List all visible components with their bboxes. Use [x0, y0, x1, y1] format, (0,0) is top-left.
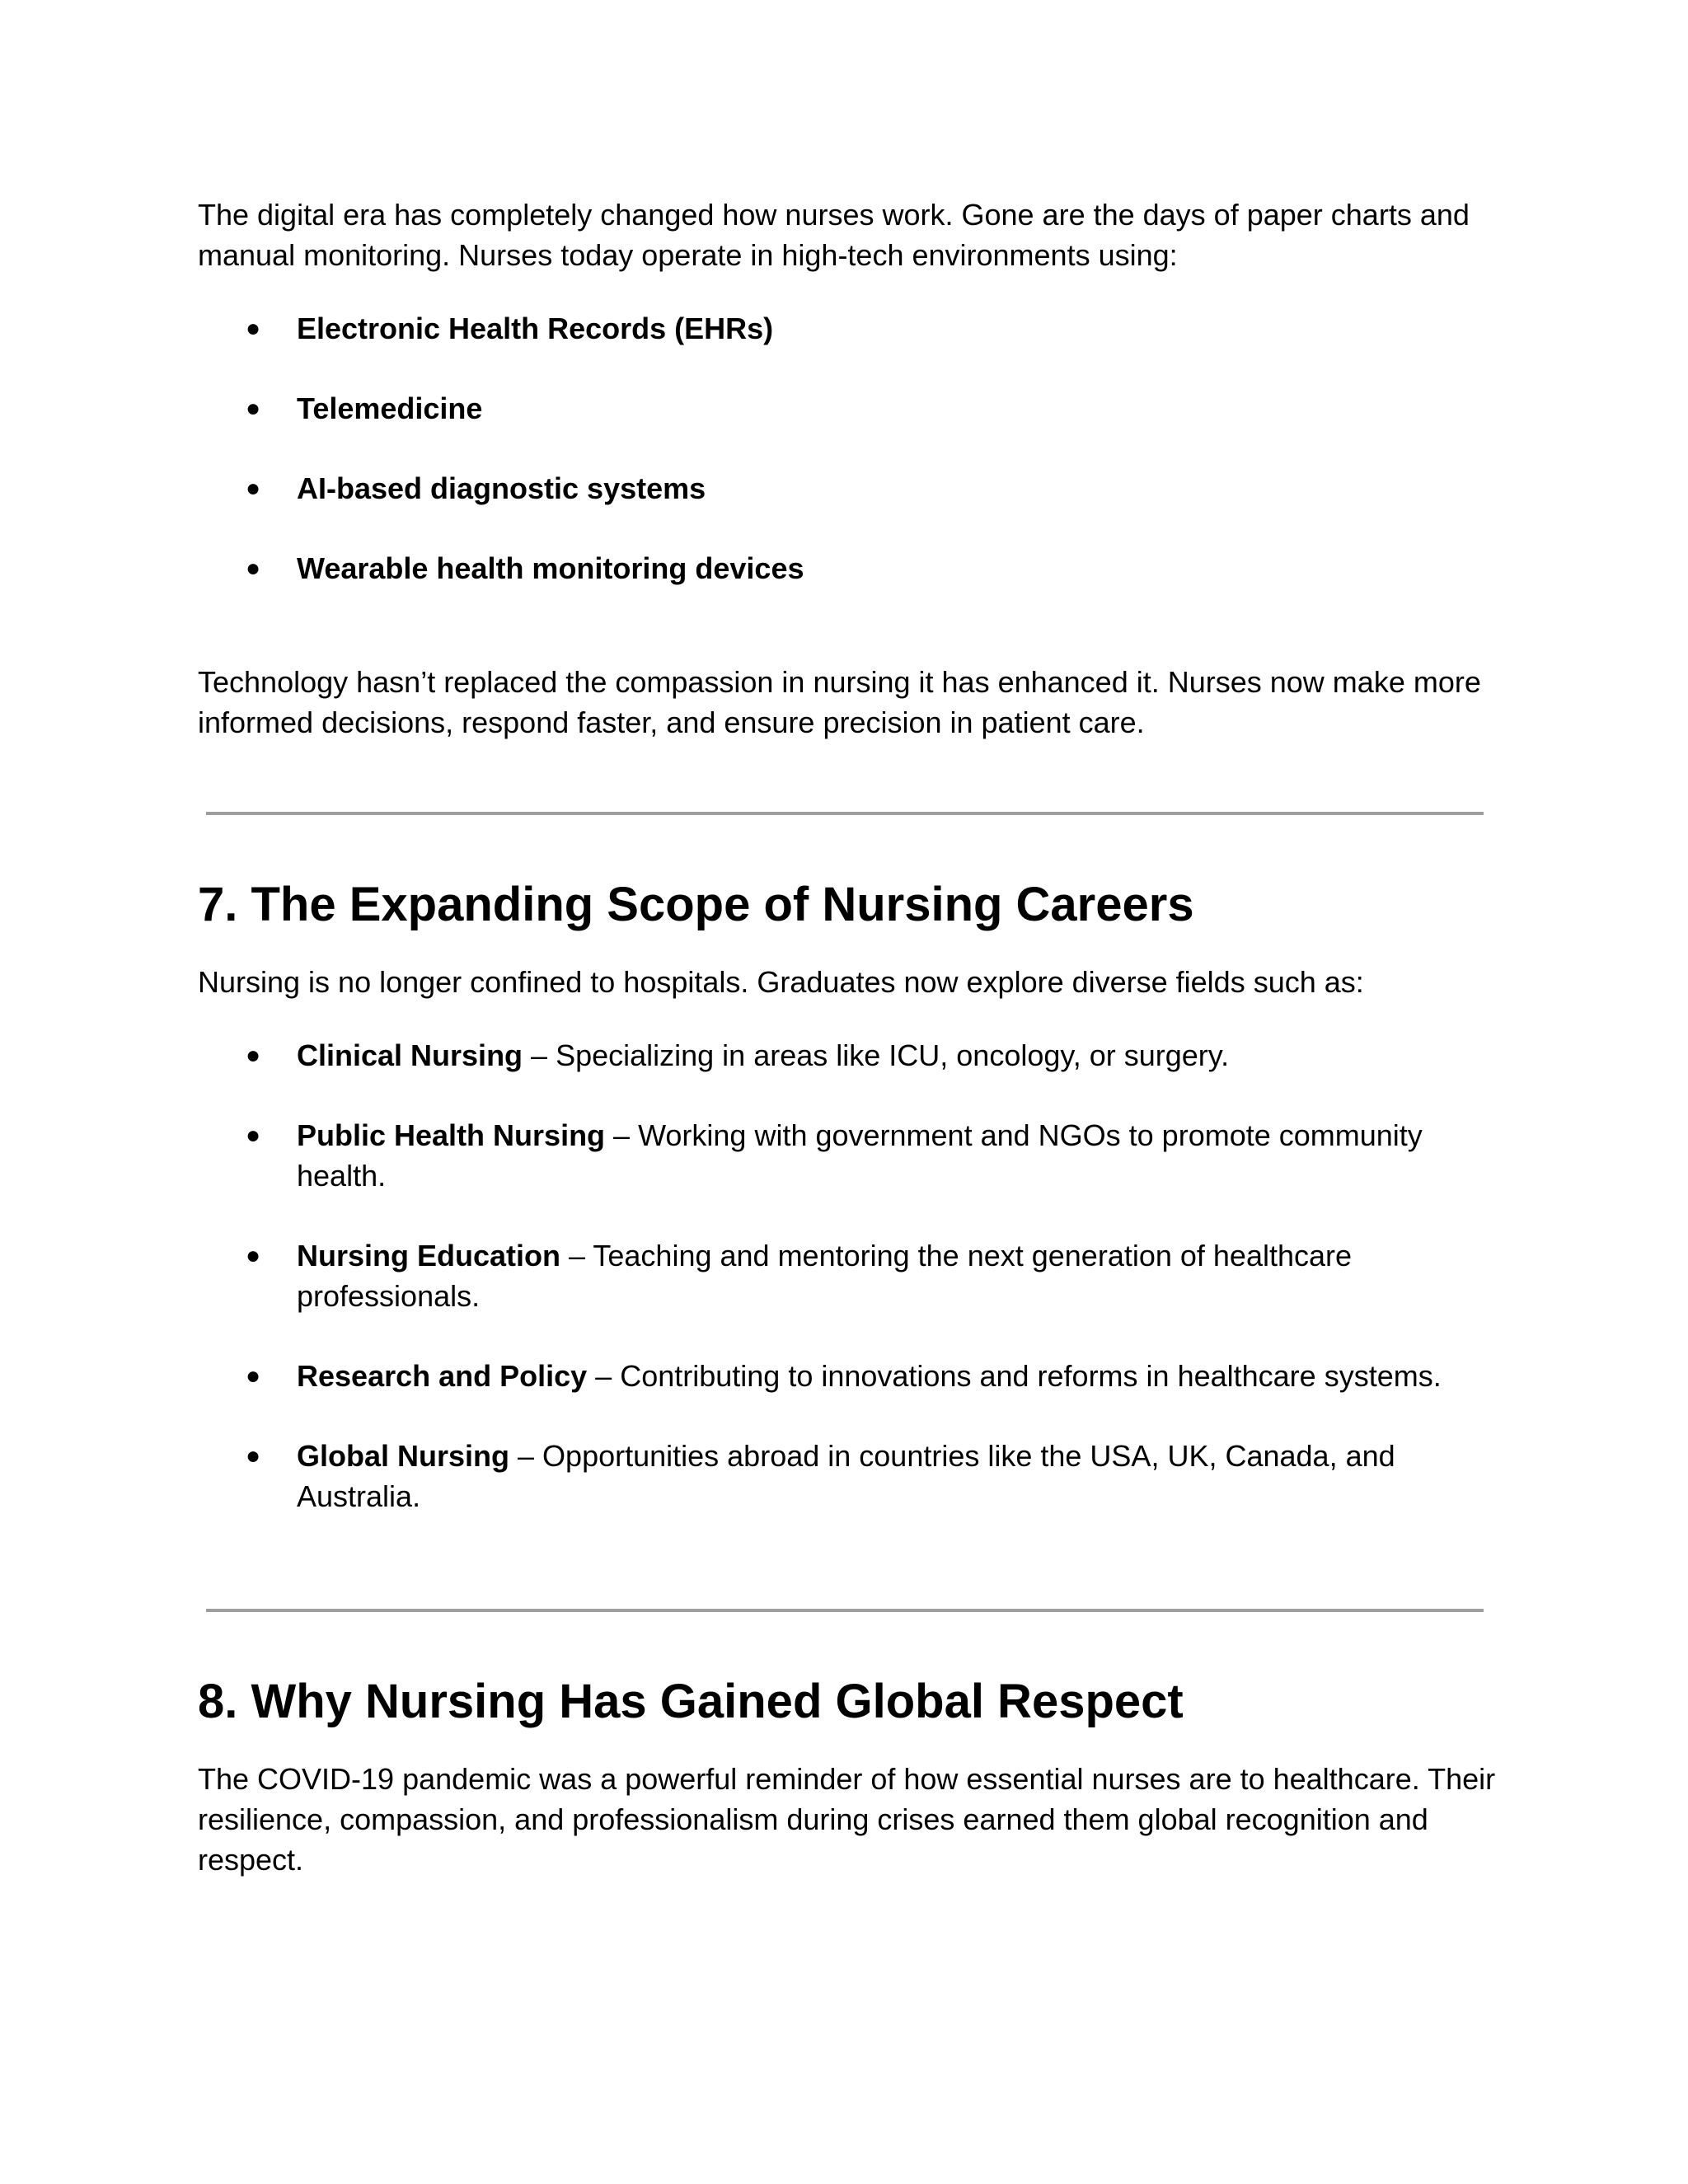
intro-closing-paragraph: Technology hasn’t replaced the compassion in nursing it has enhanced it. Nurses now make more informed decisions, respond faster, and ensure precision in patient care.	[198, 665, 1481, 739]
list-item	[198, 388, 1500, 429]
list-item-term: Telemedicine	[297, 391, 483, 425]
list-item-description: – Specializing in areas like ICU, oncology, or surgery.	[523, 1038, 1230, 1072]
bullet-icon: ●	[246, 1362, 261, 1390]
list-item	[198, 1436, 1500, 1516]
bullet-icon: ●	[246, 475, 261, 502]
list-item	[198, 548, 1500, 588]
list-item-term: Public Health Nursing	[297, 1118, 606, 1152]
technology-list	[198, 308, 1500, 588]
list-item	[198, 1235, 1500, 1316]
list-item	[198, 468, 1500, 509]
document-page	[198, 194, 1500, 1880]
section-divider	[206, 812, 1484, 815]
section-7-paragraph: Nursing is no longer confined to hospitals. Graduates now explore diverse fields such as:	[198, 965, 1364, 999]
list-item-term: Research and Policy	[297, 1359, 588, 1393]
bullet-icon: ●	[246, 1122, 261, 1149]
bullet-icon: ●	[246, 1442, 261, 1469]
bullet-icon: ●	[246, 395, 261, 422]
bullet-icon: ●	[246, 1242, 261, 1269]
list-item-term: Global Nursing	[297, 1439, 510, 1473]
list-item-term: Nursing Education	[297, 1239, 561, 1272]
list-item-term: AI-based diagnostic systems	[297, 471, 706, 505]
section-8-heading: 8. Why Nursing Has Gained Global Respect	[198, 1675, 1184, 1728]
list-item-description: – Opportunities abroad in countries like the USA, UK, Canada, and Australia.	[297, 1439, 1395, 1513]
list-item	[198, 1115, 1500, 1196]
bullet-icon: ●	[246, 1042, 261, 1069]
list-item	[198, 1035, 1500, 1076]
list-item-description: – Working with government and NGOs to promote community health.	[297, 1118, 1423, 1193]
career-fields-list	[198, 1035, 1500, 1516]
section-7-heading: 7. The Expanding Scope of Nursing Careers	[198, 878, 1194, 931]
list-item	[198, 308, 1500, 349]
list-item-term: Clinical Nursing	[297, 1038, 523, 1072]
intro-paragraph: The digital era has completely changed how nurses work. Gone are the days of paper charts and manual monitoring. Nurses today operate in high-tech environments using:	[198, 198, 1470, 272]
bullet-icon: ●	[246, 315, 261, 342]
list-item-description: – Contributing to innovations and reforms in healthcare systems.	[587, 1359, 1442, 1393]
list-item	[198, 1356, 1500, 1396]
section-8-paragraph: The COVID-19 pandemic was a powerful reminder of how essential nurses are to healthcare. Their resilience, compassion, and professionalism during crises earned them global recognition and respect.	[198, 1762, 1496, 1877]
bullet-icon: ●	[246, 555, 261, 582]
section-divider	[206, 1609, 1484, 1612]
list-item-term: Wearable health monitoring devices	[297, 551, 804, 585]
list-item-term: Electronic Health Records (EHRs)	[297, 312, 774, 345]
list-item-description: – Teaching and mentoring the next generation of healthcare professionals.	[297, 1239, 1353, 1313]
